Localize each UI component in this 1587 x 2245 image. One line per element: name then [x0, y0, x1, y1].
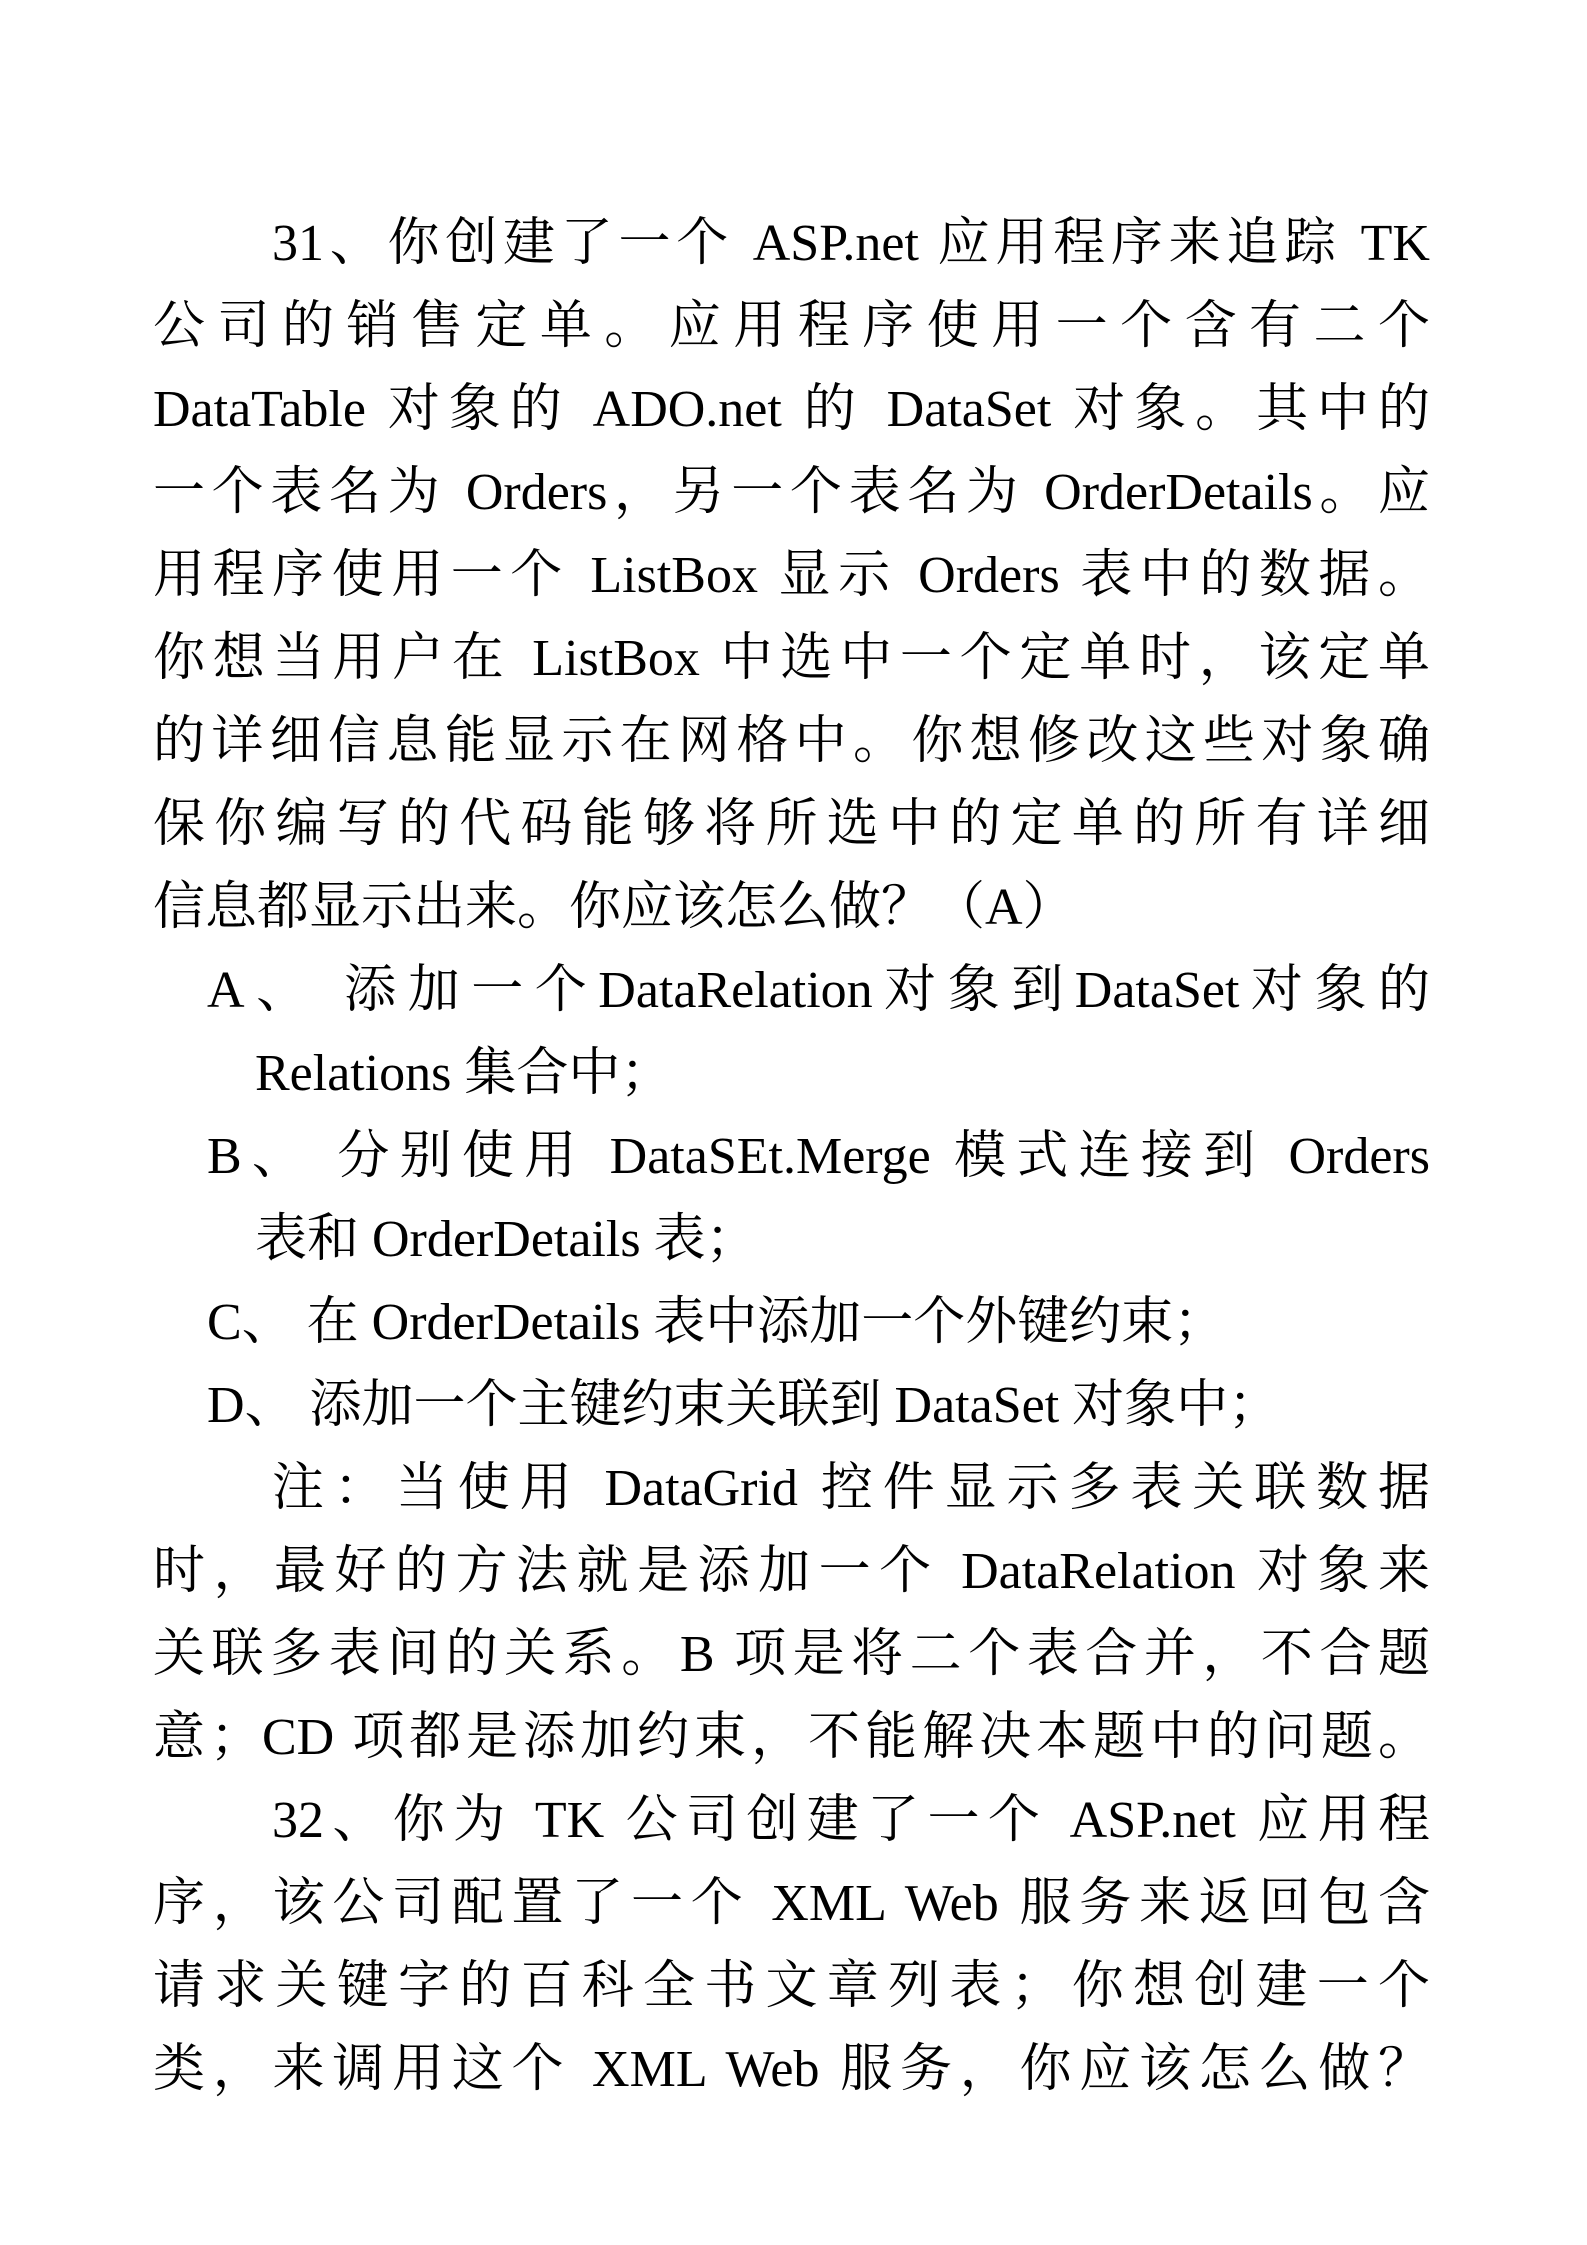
q32-stem-line: 序，该公司配置了一个 XML Web 服务来返回包含 [153, 1875, 1430, 1932]
option-d: D、 添加一个主键约束关联到 DataSet 对象中； [207, 1377, 1281, 1434]
option-b-continuation: 表和 OrderDetails 表； [255, 1211, 758, 1268]
q31-stem-line: 31、你创建了一个 ASP.net 应用程序来追踪 TK [272, 215, 1430, 272]
option-a-continuation: Relations 集合中； [255, 1045, 673, 1102]
document-page [153, 202, 1430, 2111]
note-line: 时，最好的方法就是添加一个 DataRelation 对象来 [153, 1543, 1430, 1600]
q31-stem-line: 信息都显示出来。你应该怎么做？（A） [153, 879, 1075, 936]
q32-stem-line: 类，来调用这个 XML Web 服务，你应该怎么做？ [153, 2041, 1430, 2098]
option-b: B、 分别使用 DataSEt.Merge 模式连接到 Orders [207, 1128, 1430, 1185]
q31-stem-line: 用程序使用一个 ListBox 显示 Orders 表中的数据。 [153, 547, 1430, 604]
q31-stem-line: 一个表名为 Orders，另一个表名为 OrderDetails。应 [153, 464, 1430, 521]
note-line: 注：当使用 DataGrid 控件显示多表关联数据 [272, 1460, 1430, 1517]
q31-stem-line: 保你编写的代码能够将所选中的定单的所有详细 [153, 796, 1430, 853]
q32-stem-line: 请求关键字的百科全书文章列表；你想创建一个 [153, 1958, 1430, 2015]
q31-stem-line: 的详细信息能显示在网格中。你想修改这些对象确 [153, 713, 1430, 770]
q31-stem-line: DataTable 对象的 ADO.net 的 DataSet 对象。其中的 [153, 381, 1430, 438]
q31-stem-line: 公司的销售定单。应用程序使用一个含有二个 [153, 298, 1430, 355]
note-line: 关联多表间的关系。B 项是将二个表合并，不合题 [153, 1626, 1430, 1683]
option-a: A、 添加一个DataRelation对象到DataSet对象的 [207, 962, 1430, 1019]
option-c: C、 在 OrderDetails 表中添加一个外键约束； [207, 1294, 1226, 1351]
q32-stem-line: 32、你为 TK 公司创建了一个 ASP.net 应用程 [272, 1792, 1430, 1849]
q31-stem-line: 你想当用户在 ListBox 中选中一个定单时，该定单 [153, 630, 1430, 687]
note-line: 意；CD 项都是添加约束，不能解决本题中的问题。 [153, 1709, 1430, 1766]
